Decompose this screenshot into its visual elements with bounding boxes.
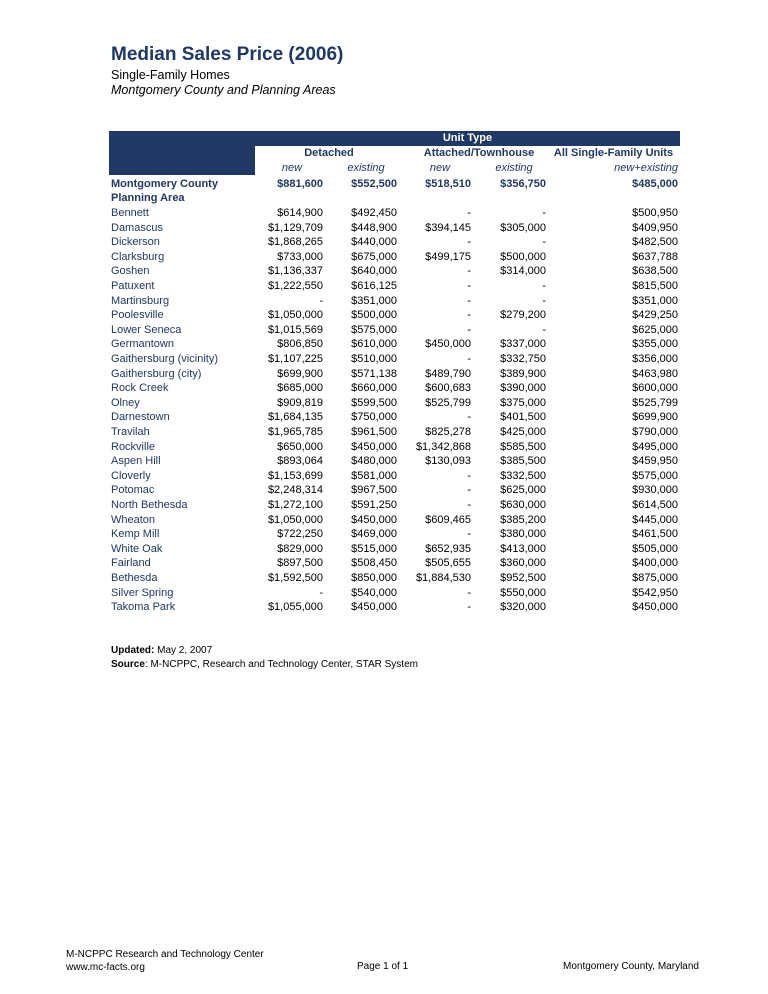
cell-detached-existing: $448,900 (351, 221, 397, 234)
cell-all: $637,788 (632, 250, 678, 263)
cell-detached-new: $1,684,135 (267, 411, 323, 424)
cell-attached-new: $450,000 (425, 338, 471, 351)
cell-attached-existing: $952,500 (500, 572, 546, 584)
cell-attached-new: - (467, 236, 471, 249)
cell-attached-existing: $385,500 (500, 455, 546, 468)
cell-detached-new: $1,592,500 (267, 572, 323, 584)
cell-detached-existing: $351,000 (351, 294, 397, 307)
area-name: Gaithersburg (vicinity) (111, 353, 218, 365)
cell-attached-existing: $413,000 (500, 542, 546, 555)
table-row (109, 513, 680, 527)
cell-attached-new: - (467, 586, 471, 599)
table-row (109, 250, 680, 264)
cell-attached-new: - (467, 309, 471, 322)
area-name: Bennett (111, 207, 149, 219)
source-value: : M-NCPPC, Research and Technology Center, STAR System (144, 659, 418, 670)
cell-attached-existing: $500,000 (500, 250, 546, 263)
footer-location: Montgomery County, Maryland (563, 961, 699, 972)
cell-all: $500,950 (632, 207, 678, 219)
page-title: Median Sales Price (2006) (111, 44, 344, 65)
cell-attached-new: $499,175 (425, 250, 471, 263)
cell-detached-existing: $480,000 (351, 455, 397, 468)
cell-attached-new: $525,799 (425, 396, 471, 409)
cell-detached-existing: $450,000 (351, 513, 397, 526)
table-row (109, 381, 680, 395)
cell-attached-new: $505,655 (425, 557, 471, 570)
cell-detached-existing: $508,450 (351, 557, 397, 570)
area-name: Olney (111, 396, 140, 409)
cell-detached-new: - (319, 294, 323, 307)
cell-attached-existing: $550,000 (500, 586, 546, 599)
cell-all: $575,000 (632, 469, 678, 482)
cell-detached-existing: $540,000 (351, 586, 397, 599)
cell-attached-new: - (467, 294, 471, 307)
table-row (109, 337, 680, 351)
area-name: Rock Creek (111, 382, 169, 395)
table-row (109, 556, 680, 570)
area-name: Wheaton (111, 513, 156, 526)
cell-attached-new: - (467, 601, 471, 614)
cell-all: $482,500 (632, 236, 678, 249)
cell-all: $463,980 (632, 367, 678, 380)
cell-all: $505,000 (632, 542, 678, 555)
cell-detached-new: $1,055,000 (267, 601, 323, 614)
area-name: Kemp Mill (111, 528, 160, 541)
table-row (109, 527, 680, 541)
cell-detached-new: $1,050,000 (267, 309, 323, 322)
table-row (109, 571, 680, 585)
cell-detached-new: $829,000 (277, 542, 323, 555)
cell-all: $875,000 (632, 572, 678, 584)
cell-attached-new: - (467, 528, 471, 541)
cell-detached-existing: $575,000 (351, 323, 397, 336)
cell-detached-new: $733,000 (277, 250, 323, 263)
cell-detached-new: $1,129,709 (267, 221, 323, 234)
cell-attached-existing: $360,000 (500, 557, 546, 570)
all-subheader: new+existing (614, 162, 678, 174)
cell-attached-existing: - (542, 294, 546, 307)
cell-attached-existing: $375,000 (500, 396, 546, 409)
area-name: Goshen (111, 265, 150, 278)
cell-attached-new: - (467, 265, 471, 278)
table-row (109, 410, 680, 424)
footer-page: Page 1 of 1 (357, 961, 409, 972)
county-name: Montgomery County (111, 178, 218, 190)
cell-detached-existing: $581,000 (351, 469, 397, 482)
table-row (109, 367, 680, 381)
updated-label: Updated: (111, 645, 155, 656)
county-attached-new: $518,510 (425, 178, 471, 190)
cell-attached-new: - (467, 499, 471, 511)
area-name: Patuxent (111, 280, 155, 292)
footer-url[interactable]: www.mc-facts.org (66, 962, 145, 973)
cell-detached-existing: $961,500 (351, 426, 397, 438)
table-row (109, 600, 680, 614)
cell-detached-new: $1,222,550 (267, 280, 323, 292)
table-row (109, 454, 680, 468)
table-row (109, 308, 680, 322)
area-name: Silver Spring (111, 586, 174, 599)
cell-detached-new: $1,136,337 (267, 265, 323, 278)
cell-attached-existing: $425,000 (500, 426, 546, 438)
cell-detached-new: $1,153,699 (267, 469, 323, 482)
area-name: Bethesda (111, 572, 158, 584)
table-row (109, 469, 680, 483)
cell-all: $356,000 (632, 353, 678, 365)
footer-left (66, 948, 264, 974)
cell-all: $351,000 (632, 294, 678, 307)
cell-all: $445,000 (632, 513, 678, 526)
cell-attached-existing: $625,000 (500, 484, 546, 497)
table-row (109, 483, 680, 497)
table-row (109, 323, 680, 337)
table-row (109, 264, 680, 278)
cell-attached-existing: $401,500 (500, 411, 546, 424)
area-name: Rockville (111, 440, 156, 453)
cell-detached-existing: $500,000 (351, 309, 397, 322)
cell-all: $495,000 (632, 440, 678, 453)
cell-detached-existing: $660,000 (351, 382, 397, 395)
cell-all: $525,799 (632, 396, 678, 409)
cell-attached-existing: - (542, 207, 546, 219)
cell-detached-new: $2,248,314 (267, 484, 323, 497)
area-name: White Oak (111, 542, 163, 555)
cell-all: $450,000 (632, 601, 678, 614)
detached-header: Detached (304, 147, 354, 159)
cell-attached-new: - (467, 484, 471, 497)
cell-detached-existing: $510,000 (351, 353, 397, 365)
area-name: Dickerson (111, 236, 160, 249)
area-name: Lower Seneca (111, 323, 182, 336)
cell-attached-existing: $332,750 (500, 353, 546, 365)
detached-new-subheader: new (281, 162, 303, 174)
cell-all: $638,500 (632, 265, 678, 278)
cell-detached-new: $806,850 (277, 338, 323, 351)
cell-detached-existing: $610,000 (351, 338, 397, 351)
cell-attached-existing: $380,000 (500, 528, 546, 541)
cell-attached-new: $489,790 (425, 367, 471, 380)
cell-all: $355,000 (632, 338, 678, 351)
cell-detached-new: $685,000 (277, 382, 323, 395)
unit-type-header: Unit Type (442, 132, 493, 144)
cell-detached-existing: $450,000 (351, 440, 397, 453)
cell-attached-existing: $385,200 (500, 513, 546, 526)
cell-attached-existing: $305,000 (500, 221, 546, 234)
county-detached-existing: $552,500 (351, 178, 397, 190)
table-row (109, 425, 680, 439)
table-row (109, 206, 680, 220)
cell-detached-existing: $571,138 (351, 367, 397, 380)
cell-detached-existing: $599,500 (351, 396, 397, 409)
planning-area-label: Planning Area (111, 192, 185, 204)
detached-existing-subheader: existing (347, 162, 385, 174)
area-name: North Bethesda (111, 499, 188, 511)
cell-detached-existing: $591,250 (351, 499, 397, 511)
cell-attached-new: - (467, 323, 471, 336)
cell-detached-new: $897,500 (277, 557, 323, 570)
cell-detached-new: $1,050,000 (267, 513, 323, 526)
source-line (111, 658, 418, 672)
table-row (109, 294, 680, 308)
table-row (109, 279, 680, 293)
cell-attached-existing: - (542, 323, 546, 336)
table-row (109, 586, 680, 600)
table-row (109, 440, 680, 454)
cell-detached-new: $1,965,785 (267, 426, 323, 438)
cell-attached-new: - (467, 353, 471, 365)
cell-detached-existing: $469,000 (351, 528, 397, 541)
area-name: Aspen Hill (111, 455, 161, 468)
cell-detached-new: $699,900 (277, 367, 323, 380)
cell-detached-existing: $967,500 (351, 484, 397, 497)
area-name: Poolesville (111, 309, 164, 322)
planning-area-label-row (109, 191, 680, 205)
cell-detached-new: $1,272,100 (267, 499, 323, 511)
cell-attached-existing: $332,500 (500, 469, 546, 482)
cell-all: $699,900 (632, 411, 678, 424)
cell-attached-existing: - (542, 280, 546, 292)
cell-attached-new: - (467, 207, 471, 219)
cell-all: $930,000 (632, 484, 678, 497)
area-name: Cloverly (111, 469, 151, 482)
cell-detached-existing: $492,450 (351, 207, 397, 219)
cell-all: $815,500 (632, 280, 678, 292)
subtitle-homes: Single-Family Homes (111, 68, 230, 82)
table-row (109, 221, 680, 235)
cell-detached-existing: $750,000 (351, 411, 397, 424)
cell-attached-new: $600,683 (425, 382, 471, 395)
subtitle-areas: Montgomery County and Planning Areas (111, 83, 336, 97)
cell-attached-existing: $314,000 (500, 265, 546, 278)
area-name: Gaithersburg (city) (111, 367, 202, 380)
cell-all: $790,000 (632, 426, 678, 438)
cell-attached-existing: $390,000 (500, 382, 546, 395)
county-attached-existing: $356,750 (500, 178, 546, 190)
footer-org: M-NCPPC Research and Technology Center (66, 949, 264, 960)
cell-all: $429,250 (632, 309, 678, 322)
area-name: Fairland (111, 557, 151, 570)
notes (111, 644, 418, 672)
attached-header: Attached/Townhouse (423, 147, 535, 159)
cell-attached-new: $825,278 (425, 426, 471, 438)
county-detached-new: $881,600 (277, 178, 323, 190)
attached-existing-subheader: existing (495, 162, 533, 174)
cell-all: $400,000 (632, 557, 678, 570)
cell-detached-existing: $850,000 (351, 572, 397, 584)
cell-detached-new: $893,064 (277, 455, 323, 468)
table-row (109, 352, 680, 366)
cell-attached-existing: $585,500 (500, 440, 546, 453)
area-name: Damascus (111, 221, 163, 234)
cell-attached-existing: $337,000 (500, 338, 546, 351)
attached-new-subheader: new (429, 162, 451, 174)
cell-detached-new: $722,250 (277, 528, 323, 541)
area-name: Martinsburg (111, 294, 170, 307)
county-row (109, 177, 680, 191)
cell-detached-existing: $640,000 (351, 265, 397, 278)
cell-all: $625,000 (632, 323, 678, 336)
cell-all: $542,950 (632, 586, 678, 599)
cell-detached-existing: $616,125 (351, 280, 397, 292)
county-all: $485,000 (632, 178, 678, 190)
cell-detached-new: $909,819 (277, 396, 323, 409)
cell-detached-existing: $440,000 (351, 236, 397, 249)
cell-attached-new: - (467, 411, 471, 424)
updated-line (111, 644, 418, 658)
area-name: Darnestown (111, 411, 170, 424)
cell-detached-new: $614,900 (277, 207, 323, 219)
cell-detached-new: $1,107,225 (267, 353, 323, 365)
cell-attached-new: $1,884,530 (415, 572, 471, 584)
cell-attached-existing: $320,000 (500, 601, 546, 614)
cell-attached-new: $130,093 (425, 455, 471, 468)
cell-all: $600,000 (632, 382, 678, 395)
area-name: Travilah (111, 426, 150, 438)
table-row (109, 235, 680, 249)
cell-all: $614,500 (632, 499, 678, 511)
cell-all: $459,950 (632, 455, 678, 468)
cell-attached-new: $1,342,868 (415, 440, 471, 453)
cell-attached-existing: $389,900 (500, 367, 546, 380)
source-label: Source (111, 659, 145, 670)
table-row (109, 498, 680, 512)
cell-all: $409,950 (632, 221, 678, 234)
table-row (109, 542, 680, 556)
cell-detached-new: $1,868,265 (267, 236, 323, 249)
cell-attached-new: $652,935 (425, 542, 471, 555)
table-row (109, 396, 680, 410)
area-name: Potomac (111, 484, 155, 497)
cell-detached-existing: $515,000 (351, 542, 397, 555)
cell-attached-new: $609,465 (425, 513, 471, 526)
cell-all: $461,500 (632, 528, 678, 541)
cell-detached-existing: $450,000 (351, 601, 397, 614)
area-name: Germantown (111, 338, 174, 351)
cell-attached-new: $394,145 (425, 221, 471, 234)
cell-detached-existing: $675,000 (351, 250, 397, 263)
cell-detached-new: - (319, 586, 323, 599)
cell-attached-existing: - (542, 236, 546, 249)
cell-attached-new: - (467, 280, 471, 292)
area-name: Takoma Park (111, 601, 176, 614)
area-name: Clarksburg (111, 250, 165, 263)
cell-attached-existing: $630,000 (500, 499, 546, 511)
cell-detached-new: $650,000 (277, 440, 323, 453)
cell-attached-new: - (467, 469, 471, 482)
cell-detached-new: $1,015,569 (267, 323, 323, 336)
cell-attached-existing: $279,200 (500, 309, 546, 322)
all-units-header: All Single-Family Units (553, 147, 674, 159)
updated-value: May 2, 2007 (157, 645, 213, 656)
